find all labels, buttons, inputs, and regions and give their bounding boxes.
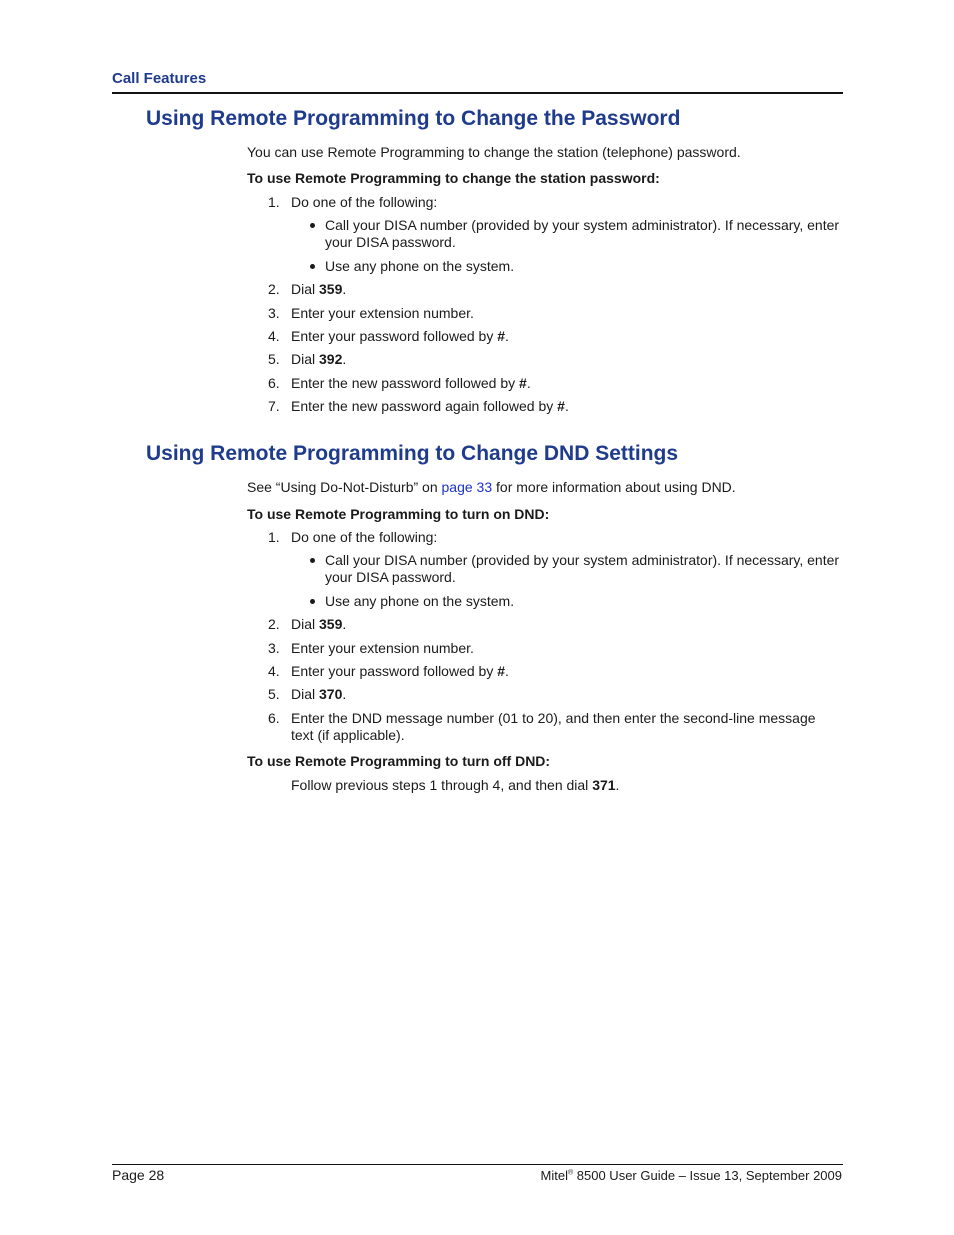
bullet-text: Use any phone on the system. <box>325 258 515 274</box>
step-number: 5. <box>268 351 280 367</box>
bullet-dot <box>310 223 315 228</box>
bullet-dot <box>310 599 315 604</box>
step-number: 1. <box>268 194 280 210</box>
step-text: Dial 359. <box>291 281 347 297</box>
step-text: Enter the DND message number (01 to 20), and then enter the second-line message <box>291 710 816 726</box>
step-number: 2. <box>268 616 280 632</box>
step-number: 6. <box>268 710 280 726</box>
step-number: 2. <box>268 281 280 297</box>
section-intro: You can use Remote Programming to change the station (telephone) password. <box>247 144 741 160</box>
section-title-dnd: Using Remote Programming to Change DND Settings <box>146 442 679 465</box>
step-text: Enter the new password again followed by #. <box>291 398 569 414</box>
bullet-text: your DISA password. <box>325 569 456 585</box>
section-title-password: Using Remote Programming to Change the Password <box>146 107 681 130</box>
footer-divider <box>112 1164 843 1165</box>
section-header: Call Features <box>112 70 207 87</box>
step-text: Do one of the following: <box>291 529 438 545</box>
step-text: Enter your extension number. <box>291 640 474 656</box>
step-text: Enter the new password followed by #. <box>291 375 531 391</box>
procedure-title: To use Remote Programming to turn off DND: <box>247 753 551 769</box>
bullet-text: Call your DISA number (provided by your system administrator). If necessary, enter <box>325 217 840 233</box>
step-text: Do one of the following: <box>291 194 438 210</box>
step-number: 4. <box>268 328 280 344</box>
step-text: Enter your password followed by #. <box>291 663 509 679</box>
bullet-text: Use any phone on the system. <box>325 593 515 609</box>
step-text: Dial 359. <box>291 616 347 632</box>
step-text: Dial 392. <box>291 351 347 367</box>
step-number: 3. <box>268 640 280 656</box>
step-text: Enter your extension number. <box>291 305 474 321</box>
bullet-text: Call your DISA number (provided by your system administrator). If necessary, enter <box>325 552 840 568</box>
step-number: 3. <box>268 305 280 321</box>
step-number: 4. <box>268 663 280 679</box>
page-link[interactable]: page 33 <box>441 479 493 495</box>
bullet-text: your DISA password. <box>325 234 456 250</box>
step-number: 1. <box>268 529 280 545</box>
header-divider <box>112 92 843 94</box>
page-number: Page 28 <box>112 1167 165 1183</box>
step-number: 6. <box>268 375 280 391</box>
step-number: 5. <box>268 686 280 702</box>
footer-doc-title: Mitel® 8500 User Guide – Issue 13, September 2009 <box>540 1168 842 1183</box>
step-text: text (if applicable). <box>291 727 405 743</box>
step-text: Enter your password followed by #. <box>291 328 509 344</box>
section-intro: See “Using Do-Not-Disturb” on page 33 for more information about using DND. <box>247 479 736 495</box>
bullet-dot <box>310 264 315 269</box>
procedure-text: Follow previous steps 1 through 4, and then dial 371. <box>291 777 620 793</box>
step-text: Dial 370. <box>291 686 347 702</box>
step-number: 7. <box>268 398 280 414</box>
procedure-title: To use Remote Programming to turn on DND: <box>247 506 550 522</box>
bullet-dot <box>310 558 315 563</box>
procedure-title: To use Remote Programming to change the station password: <box>247 170 660 186</box>
